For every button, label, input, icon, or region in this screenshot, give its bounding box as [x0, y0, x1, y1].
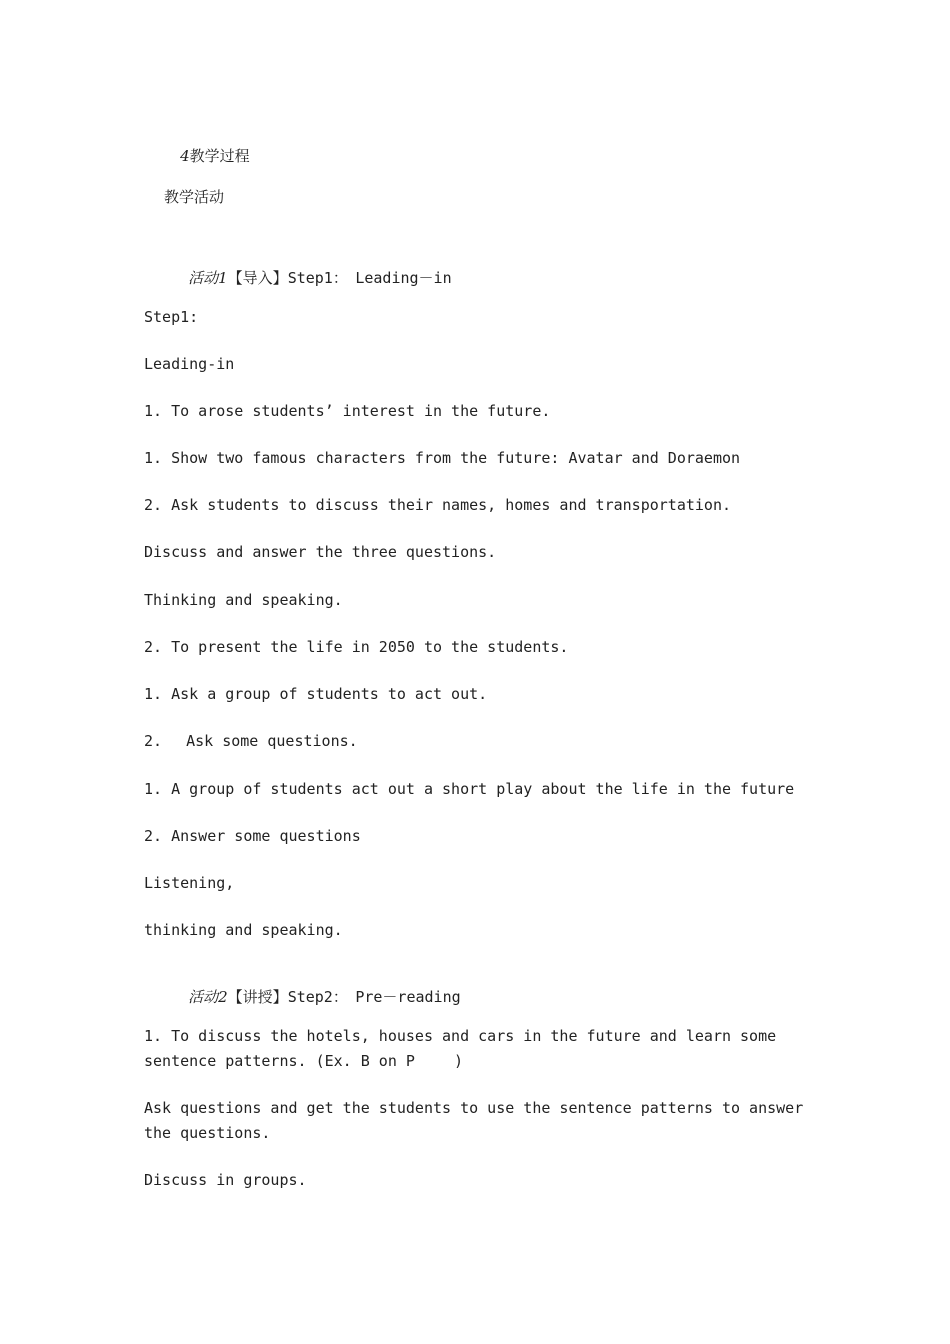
- paragraph: 1. To discuss the hotels, houses and cars in the future and learn some sentence patterns. (Ex. B on P ): [144, 1027, 777, 1070]
- text-line: thinking and speaking.: [144, 921, 343, 939]
- text-line: Leading-in: [144, 355, 235, 373]
- activity-2-label: 活动2: [188, 988, 228, 1006]
- text-line: 1. To arose students’ interest in the future.: [144, 402, 551, 420]
- text-line: Thinking and speaking.: [144, 591, 343, 609]
- text-line: 2. Ask some questions.: [144, 732, 358, 750]
- section-title: 教学过程: [189, 147, 250, 165]
- section-heading: [144, 126, 250, 186]
- text-line: 1. A group of students act out a short play about the life in the future: [144, 780, 795, 798]
- paragraph: Discuss in groups.: [144, 1171, 307, 1189]
- paragraph: Ask questions and get the students to use the sentence patterns to answer the questions.: [144, 1099, 804, 1142]
- section-number: 4: [180, 147, 190, 165]
- text-line: 2. Ask students to discuss their names, homes and transportation.: [144, 496, 731, 514]
- text-line: Discuss and answer the three questions.: [144, 543, 497, 561]
- activity-2-tag: 【讲授】: [227, 988, 288, 1006]
- text-line: 2. To present the life in 2050 to the students.: [144, 638, 569, 656]
- activity-1-label: 活动1: [188, 269, 228, 287]
- text-line: 1. Show two famous characters from the future: Avatar and Doraemon: [144, 449, 741, 467]
- activity-2-heading: [152, 967, 461, 1027]
- text-line: Listening,: [144, 874, 235, 892]
- activity-1-heading: [152, 248, 452, 308]
- text-line: Step1:: [144, 308, 199, 326]
- subheading: 教学活动: [164, 188, 225, 206]
- text-line: 2. Answer some questions: [144, 827, 361, 845]
- activity-1-step: Step1： Leading－in: [287, 269, 452, 287]
- activity-2-step: Step2： Pre－reading: [287, 988, 461, 1006]
- text-line: 1. Ask a group of students to act out.: [144, 685, 488, 703]
- activity-1-tag: 【导入】: [227, 269, 288, 287]
